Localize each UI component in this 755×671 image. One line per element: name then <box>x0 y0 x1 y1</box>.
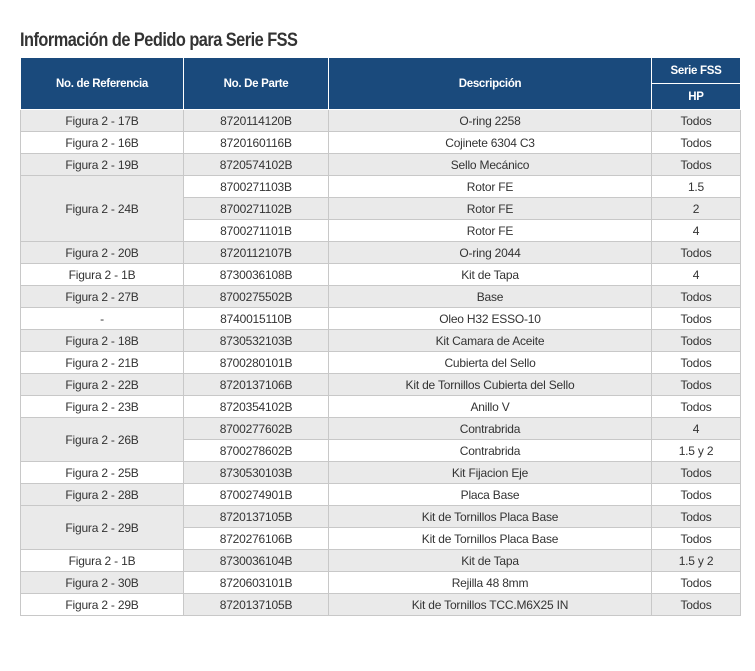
table-row <box>21 242 741 264</box>
cell-hp: 4 <box>652 418 741 440</box>
parts-table <box>20 57 741 616</box>
header-serie: Serie FSS <box>652 58 741 84</box>
cell-descripcion: Contrabrida <box>329 440 652 462</box>
cell-hp: Todos <box>652 132 741 154</box>
cell-descripcion: Sello Mecánico <box>329 154 652 176</box>
cell-descripcion: Rejilla 48 8mm <box>329 572 652 594</box>
cell-descripcion: Cojinete 6304 C3 <box>329 132 652 154</box>
cell-parte: 8730530103B <box>184 462 329 484</box>
cell-referencia: Figura 2 - 20B <box>21 242 184 264</box>
cell-hp: Todos <box>652 506 741 528</box>
cell-parte: 8720112107B <box>184 242 329 264</box>
cell-descripcion: Cubierta del Sello <box>329 352 652 374</box>
cell-descripcion: Kit de Tornillos Placa Base <box>329 528 652 550</box>
cell-descripcion: Kit de Tapa <box>329 550 652 572</box>
cell-referencia: Figura 2 - 25B <box>21 462 184 484</box>
table-row <box>21 506 741 528</box>
cell-descripcion: Rotor FE <box>329 220 652 242</box>
cell-parte: 8740015110B <box>184 308 329 330</box>
cell-descripcion: Base <box>329 286 652 308</box>
cell-referencia: Figura 2 - 24B <box>21 176 184 242</box>
page-title: Información de Pedido para Serie FSS <box>20 30 298 51</box>
cell-descripcion: Kit de Tapa <box>329 264 652 286</box>
cell-parte: 8700275502B <box>184 286 329 308</box>
table-row <box>21 154 741 176</box>
cell-hp: Todos <box>652 572 741 594</box>
cell-referencia: Figura 2 - 1B <box>21 550 184 572</box>
cell-referencia: Figura 2 - 26B <box>21 418 184 462</box>
cell-referencia: Figura 2 - 17B <box>21 110 184 132</box>
cell-hp: 4 <box>652 220 741 242</box>
cell-referencia: Figura 2 - 29B <box>21 506 184 550</box>
header-hp: HP <box>652 84 741 110</box>
table-row <box>21 330 741 352</box>
cell-hp: 4 <box>652 264 741 286</box>
cell-descripcion: Kit Fijacion Eje <box>329 462 652 484</box>
cell-descripcion: Placa Base <box>329 484 652 506</box>
cell-parte: 8720114120B <box>184 110 329 132</box>
table-row <box>21 484 741 506</box>
cell-referencia: Figura 2 - 18B <box>21 330 184 352</box>
cell-parte: 8720603101B <box>184 572 329 594</box>
cell-referencia: Figura 2 - 23B <box>21 396 184 418</box>
cell-descripcion: Kit de Tornillos TCC.M6X25 IN <box>329 594 652 616</box>
cell-parte: 8720137105B <box>184 594 329 616</box>
table-row <box>21 308 741 330</box>
cell-descripcion: Kit de Tornillos Cubierta del Sello <box>329 374 652 396</box>
cell-parte: 8730532103B <box>184 330 329 352</box>
cell-referencia: Figura 2 - 16B <box>21 132 184 154</box>
cell-parte: 8730036104B <box>184 550 329 572</box>
cell-parte: 8720276106B <box>184 528 329 550</box>
cell-hp: Todos <box>652 594 741 616</box>
cell-parte: 8700274901B <box>184 484 329 506</box>
cell-parte: 8700271103B <box>184 176 329 198</box>
header-parte: No. De Parte <box>184 58 329 110</box>
cell-parte: 8720137106B <box>184 374 329 396</box>
header-referencia: No. de Referencia <box>21 58 184 110</box>
table-row <box>21 374 741 396</box>
cell-hp: Todos <box>652 330 741 352</box>
cell-referencia: Figura 2 - 28B <box>21 484 184 506</box>
table-row <box>21 594 741 616</box>
table-row <box>21 286 741 308</box>
cell-descripcion: Kit Camara de Aceite <box>329 330 652 352</box>
cell-hp: Todos <box>652 242 741 264</box>
cell-parte: 8720137105B <box>184 506 329 528</box>
cell-descripcion: O-ring 2258 <box>329 110 652 132</box>
cell-hp: Todos <box>652 154 741 176</box>
cell-parte: 8730036108B <box>184 264 329 286</box>
table-row <box>21 462 741 484</box>
cell-referencia: Figura 2 - 1B <box>21 264 184 286</box>
table-row <box>21 264 741 286</box>
cell-descripcion: O-ring 2044 <box>329 242 652 264</box>
cell-descripcion: Anillo V <box>329 396 652 418</box>
cell-hp: Todos <box>652 484 741 506</box>
cell-hp: Todos <box>652 352 741 374</box>
cell-hp: 1.5 y 2 <box>652 440 741 462</box>
cell-referencia: Figura 2 - 21B <box>21 352 184 374</box>
cell-descripcion: Oleo H32 ESSO-10 <box>329 308 652 330</box>
table-row <box>21 132 741 154</box>
cell-parte: 8700277602B <box>184 418 329 440</box>
cell-parte: 8720160116B <box>184 132 329 154</box>
cell-parte: 8700271102B <box>184 198 329 220</box>
cell-hp: 1.5 y 2 <box>652 550 741 572</box>
table-row <box>21 110 741 132</box>
cell-hp: Todos <box>652 528 741 550</box>
cell-descripcion: Rotor FE <box>329 198 652 220</box>
cell-parte: 8700278602B <box>184 440 329 462</box>
header-descripcion: Descripción <box>329 58 652 110</box>
table-row <box>21 418 741 440</box>
cell-hp: Todos <box>652 396 741 418</box>
table-row <box>21 176 741 198</box>
cell-descripcion: Kit de Tornillos Placa Base <box>329 506 652 528</box>
table-body <box>21 110 741 616</box>
cell-hp: Todos <box>652 286 741 308</box>
table-row <box>21 396 741 418</box>
cell-referencia: Figura 2 - 19B <box>21 154 184 176</box>
table-header <box>21 58 741 110</box>
table-row <box>21 352 741 374</box>
table-row <box>21 572 741 594</box>
cell-descripcion: Rotor FE <box>329 176 652 198</box>
cell-hp: 2 <box>652 198 741 220</box>
cell-referencia: Figura 2 - 29B <box>21 594 184 616</box>
cell-hp: Todos <box>652 110 741 132</box>
cell-descripcion: Contrabrida <box>329 418 652 440</box>
cell-referencia: - <box>21 308 184 330</box>
cell-referencia: Figura 2 - 30B <box>21 572 184 594</box>
cell-referencia: Figura 2 - 27B <box>21 286 184 308</box>
cell-parte: 8700280101B <box>184 352 329 374</box>
cell-parte: 8700271101B <box>184 220 329 242</box>
cell-hp: Todos <box>652 308 741 330</box>
cell-hp: Todos <box>652 374 741 396</box>
table-row <box>21 550 741 572</box>
cell-referencia: Figura 2 - 22B <box>21 374 184 396</box>
cell-parte: 8720354102B <box>184 396 329 418</box>
cell-hp: Todos <box>652 462 741 484</box>
cell-parte: 8720574102B <box>184 154 329 176</box>
cell-hp: 1.5 <box>652 176 741 198</box>
